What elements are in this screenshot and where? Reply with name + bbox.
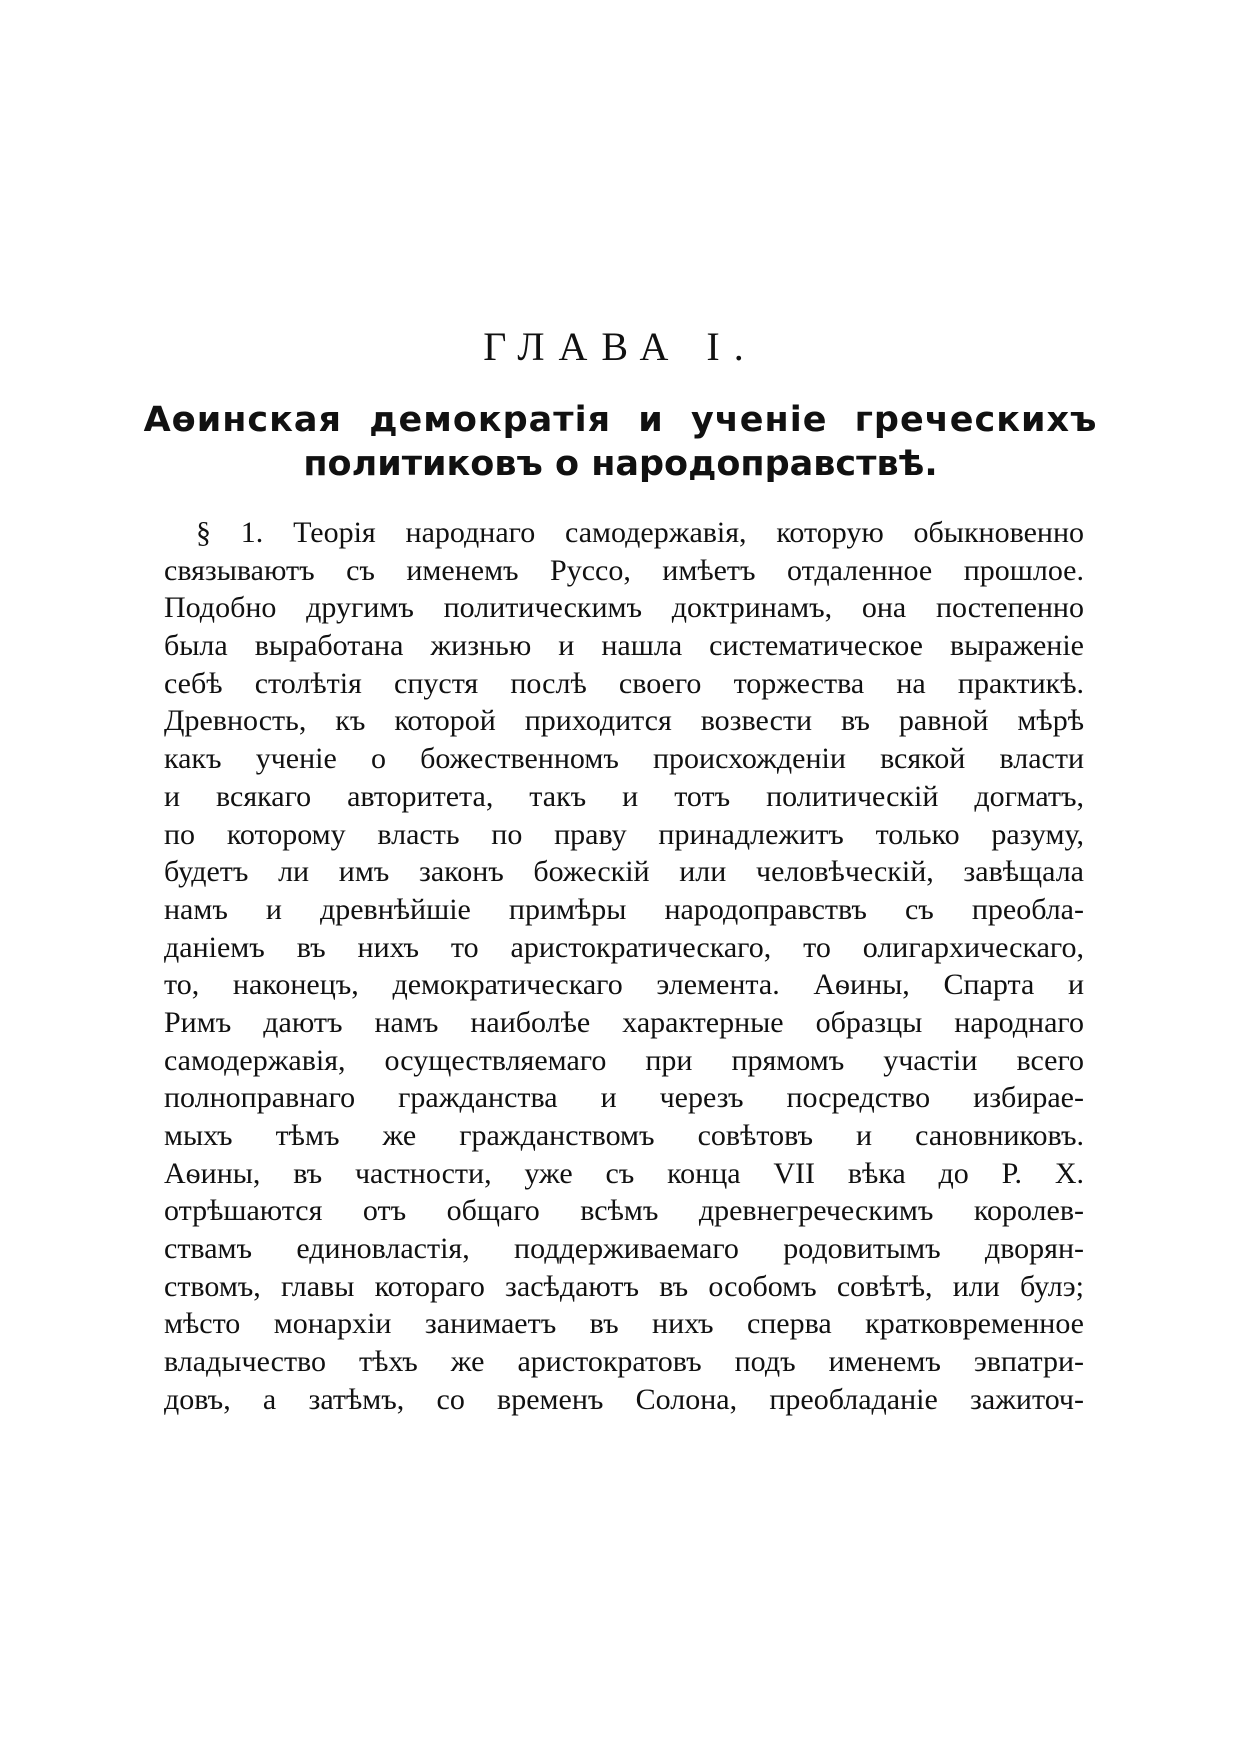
text-line: Древность, къ которой приходится возвести въ равной мѣрѣ: [164, 704, 1084, 738]
text-line: будетъ ли имъ законъ божескій или человѣческій, завѣщала: [164, 855, 1084, 889]
text-line: по которому власть по праву принадлежитъ только разуму,: [164, 817, 1084, 851]
text-line: связываютъ съ именемъ Руссо, имѣетъ отдаленное прошлое.: [164, 553, 1084, 587]
text-line: была выработана жизнью и нашла систематическое выраженіе: [164, 629, 1084, 663]
chapter-title-line: политиковъ о народоправствѣ.: [303, 444, 938, 484]
text-line: какъ ученіе о божественномъ происхожденіи всякой власти: [164, 742, 1084, 776]
chapter-title-line: Аѳинская демократія и ученіе греческихъ: [143, 400, 1098, 440]
chapter-title: [0, 398, 1241, 486]
text-line: и всякаго авторитета, такъ и тотъ политическій догматъ,: [164, 779, 1084, 813]
text-line: довъ, а затѣмъ, со временъ Солона, преобладаніе зажиточ-: [164, 1382, 1084, 1416]
text-line: Аѳины, въ частности, уже съ конца VII вѣка до Р. Х.: [164, 1156, 1084, 1190]
text-line: намъ и древнѣйшіе примѣры народоправствъ съ преобла-: [164, 892, 1084, 926]
text-line: мѣсто монархіи занимаетъ въ нихъ сперва кратковременное: [164, 1307, 1084, 1341]
text-line: даніемъ въ нихъ то аристократическаго, то олигархическаго,: [164, 930, 1084, 964]
chapter-heading: ГЛАВА I.: [483, 324, 758, 369]
text-line: Подобно другимъ политическимъ доктринамъ, она постепенно: [164, 591, 1084, 625]
text-line: § 1. Теорія народнаго самодержавія, которую обыкновенно: [196, 516, 1084, 549]
text-line: то, наконецъ, демократическаго элемента. Аѳины, Спарта и: [164, 968, 1084, 1002]
text-line: отрѣшаются отъ общаго всѣмъ древнегреческимъ королев-: [164, 1194, 1084, 1228]
text-line: ствомъ, главы котораго засѣдаютъ въ особомъ совѣтѣ, или булэ;: [164, 1269, 1084, 1303]
text-line: владычество тѣхъ же аристократовъ подъ именемъ эвпатри-: [164, 1345, 1084, 1379]
text-line: ствамъ единовластія, поддерживаемаго родовитымъ дворян-: [164, 1232, 1084, 1266]
text-line: себѣ столѣтія спустя послѣ своего торжества на практикѣ.: [164, 666, 1084, 700]
text-line: полноправнаго гражданства и черезъ посредство избирае-: [164, 1081, 1084, 1115]
text-line: самодержавія, осуществляемаго при прямомъ участіи всего: [164, 1043, 1084, 1077]
text-line: Римъ даютъ намъ наиболѣе характерные образцы народнаго: [164, 1005, 1084, 1039]
text-line: мыхъ тѣмъ же гражданствомъ совѣтовъ и сановниковъ.: [164, 1119, 1084, 1152]
paragraph-1: [164, 514, 1084, 1419]
